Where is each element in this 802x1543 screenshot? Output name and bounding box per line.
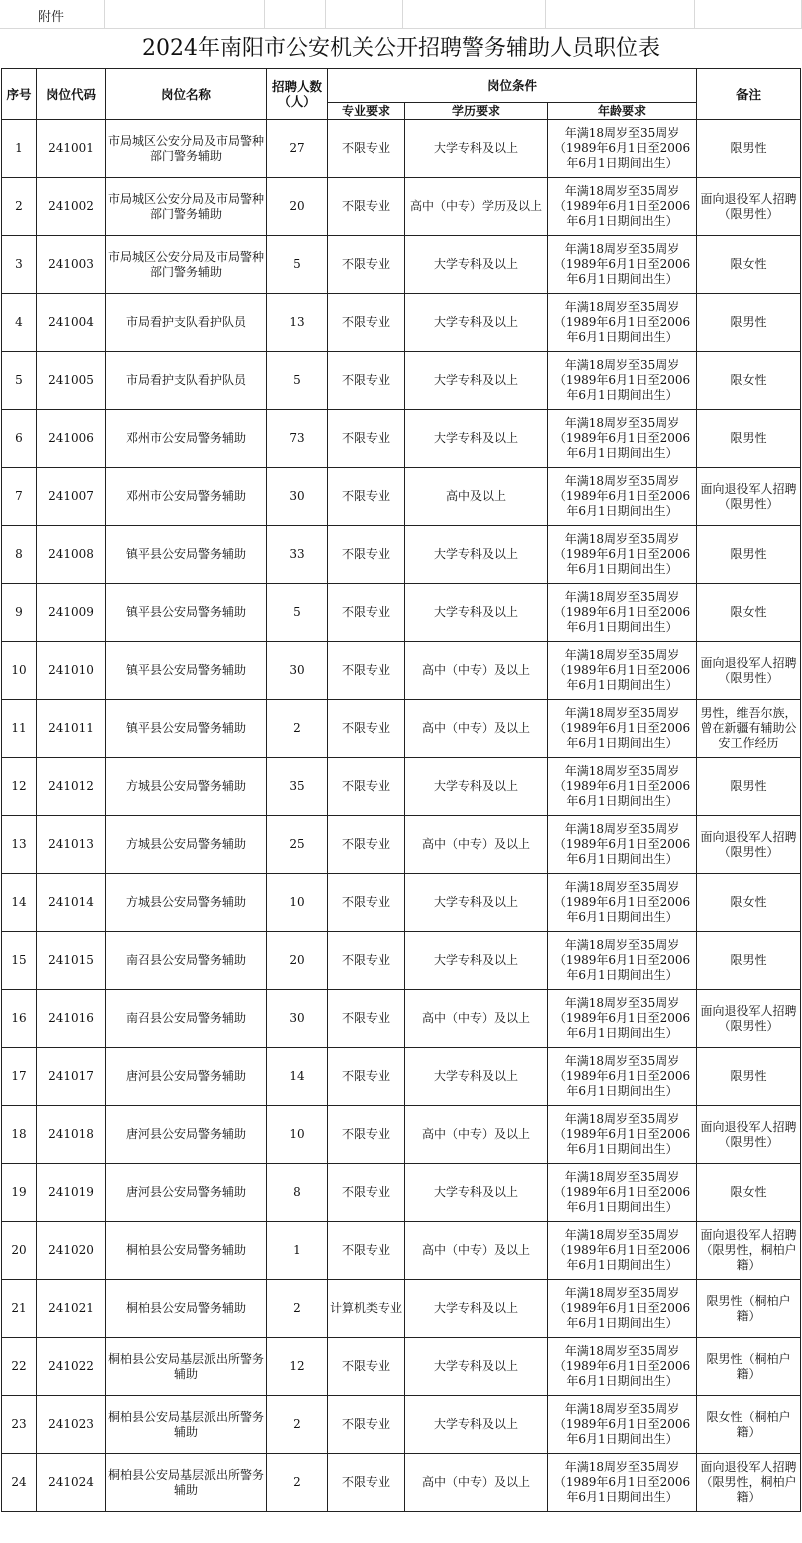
cell-note: 限男性（桐柏户籍） bbox=[697, 1280, 801, 1338]
table-row bbox=[2, 1338, 801, 1396]
cell-name: 市局看护支队看护队员 bbox=[106, 294, 267, 352]
cell-education: 高中及以上 bbox=[405, 468, 548, 526]
cell-seq: 7 bbox=[2, 468, 37, 526]
cell-major: 不限专业 bbox=[328, 874, 405, 932]
cell-code: 241016 bbox=[37, 990, 106, 1048]
cell-code: 241023 bbox=[37, 1396, 106, 1454]
cell-note: 限男性 bbox=[697, 932, 801, 990]
cell-age: 年满18周岁至35周岁（1989年6月1日至2006年6月1日期间出生） bbox=[548, 236, 697, 294]
cell-major: 不限专业 bbox=[328, 294, 405, 352]
grid-cell bbox=[695, 0, 802, 29]
cell-major: 不限专业 bbox=[328, 1454, 405, 1512]
cell-name: 方城县公安局警务辅助 bbox=[106, 816, 267, 874]
cell-name: 镇平县公安局警务辅助 bbox=[106, 584, 267, 642]
cell-major: 不限专业 bbox=[328, 1048, 405, 1106]
cell-name: 唐河县公安局警务辅助 bbox=[106, 1164, 267, 1222]
cell-code: 241007 bbox=[37, 468, 106, 526]
cell-seq: 13 bbox=[2, 816, 37, 874]
cell-name: 镇平县公安局警务辅助 bbox=[106, 526, 267, 584]
cell-age: 年满18周岁至35周岁（1989年6月1日至2006年6月1日期间出生） bbox=[548, 352, 697, 410]
cell-age: 年满18周岁至35周岁（1989年6月1日至2006年6月1日期间出生） bbox=[548, 1454, 697, 1512]
cell-seq: 1 bbox=[2, 120, 37, 178]
cell-count: 25 bbox=[267, 816, 328, 874]
cell-seq: 2 bbox=[2, 178, 37, 236]
cell-education: 大学专科及以上 bbox=[405, 1280, 548, 1338]
cell-code: 241001 bbox=[37, 120, 106, 178]
cell-name: 唐河县公安局警务辅助 bbox=[106, 1106, 267, 1164]
cell-major: 计算机类专业 bbox=[328, 1280, 405, 1338]
cell-count: 2 bbox=[267, 700, 328, 758]
table-row bbox=[2, 874, 801, 932]
grid-cell bbox=[265, 0, 326, 29]
cell-note: 面向退役军人招聘（限男性） bbox=[697, 1106, 801, 1164]
cell-seq: 12 bbox=[2, 758, 37, 816]
grid-cell bbox=[546, 0, 695, 29]
cell-education: 大学专科及以上 bbox=[405, 526, 548, 584]
table-row bbox=[2, 1454, 801, 1512]
cell-count: 30 bbox=[267, 990, 328, 1048]
cell-note: 面向退役军人招聘（限男性） bbox=[697, 642, 801, 700]
cell-age: 年满18周岁至35周岁（1989年6月1日至2006年6月1日期间出生） bbox=[548, 1222, 697, 1280]
cell-note: 限女性 bbox=[697, 236, 801, 294]
grid-cell bbox=[326, 0, 403, 29]
header-code: 岗位代码 bbox=[37, 69, 106, 120]
cell-name: 桐柏县公安局基层派出所警务辅助 bbox=[106, 1396, 267, 1454]
cell-name: 桐柏县公安局基层派出所警务辅助 bbox=[106, 1454, 267, 1512]
cell-seq: 23 bbox=[2, 1396, 37, 1454]
header-count: 招聘人数（人） bbox=[267, 69, 328, 120]
cell-note: 男性，维吾尔族，曾在新疆有辅助公安工作经历 bbox=[697, 700, 801, 758]
cell-name: 邓州市公安局警务辅助 bbox=[106, 468, 267, 526]
table-row bbox=[2, 816, 801, 874]
table-row bbox=[2, 990, 801, 1048]
cell-education: 高中（中专）及以上 bbox=[405, 642, 548, 700]
cell-count: 30 bbox=[267, 642, 328, 700]
cell-code: 241011 bbox=[37, 700, 106, 758]
cell-code: 241019 bbox=[37, 1164, 106, 1222]
cell-age: 年满18周岁至35周岁（1989年6月1日至2006年6月1日期间出生） bbox=[548, 816, 697, 874]
cell-seq: 18 bbox=[2, 1106, 37, 1164]
table-row bbox=[2, 642, 801, 700]
cell-major: 不限专业 bbox=[328, 526, 405, 584]
cell-age: 年满18周岁至35周岁（1989年6月1日至2006年6月1日期间出生） bbox=[548, 120, 697, 178]
cell-age: 年满18周岁至35周岁（1989年6月1日至2006年6月1日期间出生） bbox=[548, 584, 697, 642]
cell-count: 30 bbox=[267, 468, 328, 526]
cell-count: 2 bbox=[267, 1280, 328, 1338]
cell-education: 大学专科及以上 bbox=[405, 294, 548, 352]
cell-code: 241008 bbox=[37, 526, 106, 584]
cell-code: 241018 bbox=[37, 1106, 106, 1164]
cell-age: 年满18周岁至35周岁（1989年6月1日至2006年6月1日期间出生） bbox=[548, 932, 697, 990]
header-education: 学历要求 bbox=[405, 103, 548, 120]
cell-education: 高中（中专）学历及以上 bbox=[405, 178, 548, 236]
cell-seq: 9 bbox=[2, 584, 37, 642]
cell-age: 年满18周岁至35周岁（1989年6月1日至2006年6月1日期间出生） bbox=[548, 1106, 697, 1164]
cell-major: 不限专业 bbox=[328, 120, 405, 178]
cell-age: 年满18周岁至35周岁（1989年6月1日至2006年6月1日期间出生） bbox=[548, 1338, 697, 1396]
cell-education: 大学专科及以上 bbox=[405, 874, 548, 932]
cell-major: 不限专业 bbox=[328, 990, 405, 1048]
cell-name: 市局看护支队看护队员 bbox=[106, 352, 267, 410]
table-row bbox=[2, 294, 801, 352]
cell-seq: 14 bbox=[2, 874, 37, 932]
cell-seq: 24 bbox=[2, 1454, 37, 1512]
cell-major: 不限专业 bbox=[328, 1164, 405, 1222]
cell-seq: 21 bbox=[2, 1280, 37, 1338]
cell-education: 大学专科及以上 bbox=[405, 932, 548, 990]
cell-major: 不限专业 bbox=[328, 1338, 405, 1396]
cell-education: 大学专科及以上 bbox=[405, 120, 548, 178]
cell-age: 年满18周岁至35周岁（1989年6月1日至2006年6月1日期间出生） bbox=[548, 642, 697, 700]
cell-education: 大学专科及以上 bbox=[405, 410, 548, 468]
cell-note: 限女性 bbox=[697, 584, 801, 642]
table-row bbox=[2, 410, 801, 468]
cell-note: 面向退役军人招聘（限男性） bbox=[697, 990, 801, 1048]
cell-education: 大学专科及以上 bbox=[405, 758, 548, 816]
cell-seq: 11 bbox=[2, 700, 37, 758]
top-grid-row bbox=[0, 0, 802, 30]
cell-seq: 10 bbox=[2, 642, 37, 700]
cell-count: 2 bbox=[267, 1396, 328, 1454]
cell-age: 年满18周岁至35周岁（1989年6月1日至2006年6月1日期间出生） bbox=[548, 1048, 697, 1106]
cell-education: 高中（中专）及以上 bbox=[405, 990, 548, 1048]
table-row bbox=[2, 1106, 801, 1164]
cell-note: 限男性 bbox=[697, 294, 801, 352]
cell-name: 市局城区公安分局及市局警种部门警务辅助 bbox=[106, 120, 267, 178]
header-row bbox=[2, 69, 801, 103]
cell-code: 241009 bbox=[37, 584, 106, 642]
cell-seq: 8 bbox=[2, 526, 37, 584]
cell-major: 不限专业 bbox=[328, 584, 405, 642]
table-row bbox=[2, 526, 801, 584]
cell-education: 高中（中专）及以上 bbox=[405, 700, 548, 758]
cell-major: 不限专业 bbox=[328, 178, 405, 236]
cell-seq: 4 bbox=[2, 294, 37, 352]
cell-name: 邓州市公安局警务辅助 bbox=[106, 410, 267, 468]
cell-seq: 19 bbox=[2, 1164, 37, 1222]
cell-name: 桐柏县公安局警务辅助 bbox=[106, 1280, 267, 1338]
cell-major: 不限专业 bbox=[328, 352, 405, 410]
cell-education: 高中（中专）及以上 bbox=[405, 1106, 548, 1164]
cell-education: 高中（中专）及以上 bbox=[405, 816, 548, 874]
cell-major: 不限专业 bbox=[328, 468, 405, 526]
header-note: 备注 bbox=[697, 69, 801, 120]
table-row bbox=[2, 1280, 801, 1338]
cell-count: 20 bbox=[267, 178, 328, 236]
cell-name: 方城县公安局警务辅助 bbox=[106, 758, 267, 816]
cell-major: 不限专业 bbox=[328, 932, 405, 990]
cell-note: 限男性（桐柏户籍） bbox=[697, 1338, 801, 1396]
cell-note: 面向退役军人招聘（限男性） bbox=[697, 468, 801, 526]
cell-major: 不限专业 bbox=[328, 758, 405, 816]
cell-age: 年满18周岁至35周岁（1989年6月1日至2006年6月1日期间出生） bbox=[548, 874, 697, 932]
cell-count: 10 bbox=[267, 874, 328, 932]
cell-count: 2 bbox=[267, 1454, 328, 1512]
cell-code: 241004 bbox=[37, 294, 106, 352]
cell-code: 241017 bbox=[37, 1048, 106, 1106]
cell-code: 241003 bbox=[37, 236, 106, 294]
cell-major: 不限专业 bbox=[328, 410, 405, 468]
cell-count: 12 bbox=[267, 1338, 328, 1396]
cell-education: 大学专科及以上 bbox=[405, 1164, 548, 1222]
cell-age: 年满18周岁至35周岁（1989年6月1日至2006年6月1日期间出生） bbox=[548, 700, 697, 758]
cell-note: 限女性 bbox=[697, 352, 801, 410]
cell-note: 限女性 bbox=[697, 874, 801, 932]
cell-code: 241020 bbox=[37, 1222, 106, 1280]
cell-age: 年满18周岁至35周岁（1989年6月1日至2006年6月1日期间出生） bbox=[548, 1280, 697, 1338]
cell-major: 不限专业 bbox=[328, 1396, 405, 1454]
grid-cell bbox=[105, 0, 265, 29]
table-row bbox=[2, 1048, 801, 1106]
cell-age: 年满18周岁至35周岁（1989年6月1日至2006年6月1日期间出生） bbox=[548, 1164, 697, 1222]
cell-name: 南召县公安局警务辅助 bbox=[106, 990, 267, 1048]
cell-age: 年满18周岁至35周岁（1989年6月1日至2006年6月1日期间出生） bbox=[548, 178, 697, 236]
cell-note: 限男性 bbox=[697, 758, 801, 816]
header-name: 岗位名称 bbox=[106, 69, 267, 120]
table-row bbox=[2, 932, 801, 990]
table-row bbox=[2, 1222, 801, 1280]
positions-table bbox=[1, 68, 801, 1512]
cell-education: 大学专科及以上 bbox=[405, 236, 548, 294]
cell-education: 大学专科及以上 bbox=[405, 1396, 548, 1454]
table-row bbox=[2, 758, 801, 816]
cell-age: 年满18周岁至35周岁（1989年6月1日至2006年6月1日期间出生） bbox=[548, 526, 697, 584]
cell-age: 年满18周岁至35周岁（1989年6月1日至2006年6月1日期间出生） bbox=[548, 1396, 697, 1454]
attachment-label: 附件 bbox=[38, 10, 65, 25]
cell-education: 大学专科及以上 bbox=[405, 352, 548, 410]
table-row bbox=[2, 1164, 801, 1222]
cell-age: 年满18周岁至35周岁（1989年6月1日至2006年6月1日期间出生） bbox=[548, 468, 697, 526]
cell-code: 241024 bbox=[37, 1454, 106, 1512]
cell-age: 年满18周岁至35周岁（1989年6月1日至2006年6月1日期间出生） bbox=[548, 410, 697, 468]
table-row bbox=[2, 352, 801, 410]
cell-education: 大学专科及以上 bbox=[405, 1048, 548, 1106]
cell-count: 8 bbox=[267, 1164, 328, 1222]
cell-name: 方城县公安局警务辅助 bbox=[106, 874, 267, 932]
cell-age: 年满18周岁至35周岁（1989年6月1日至2006年6月1日期间出生） bbox=[548, 294, 697, 352]
cell-code: 241021 bbox=[37, 1280, 106, 1338]
cell-seq: 16 bbox=[2, 990, 37, 1048]
cell-note: 限男性 bbox=[697, 410, 801, 468]
cell-count: 73 bbox=[267, 410, 328, 468]
cell-major: 不限专业 bbox=[328, 816, 405, 874]
cell-count: 10 bbox=[267, 1106, 328, 1164]
cell-major: 不限专业 bbox=[328, 700, 405, 758]
cell-note: 面向退役军人招聘（限男性） bbox=[697, 816, 801, 874]
cell-note: 限男性 bbox=[697, 526, 801, 584]
table-row bbox=[2, 236, 801, 294]
cell-seq: 17 bbox=[2, 1048, 37, 1106]
cell-code: 241005 bbox=[37, 352, 106, 410]
cell-count: 33 bbox=[267, 526, 328, 584]
cell-name: 南召县公安局警务辅助 bbox=[106, 932, 267, 990]
cell-note: 限女性（桐柏户籍） bbox=[697, 1396, 801, 1454]
cell-name: 唐河县公安局警务辅助 bbox=[106, 1048, 267, 1106]
cell-name: 桐柏县公安局警务辅助 bbox=[106, 1222, 267, 1280]
cell-education: 大学专科及以上 bbox=[405, 1338, 548, 1396]
header-conditions: 岗位条件 bbox=[328, 69, 697, 103]
cell-count: 35 bbox=[267, 758, 328, 816]
cell-count: 20 bbox=[267, 932, 328, 990]
table-row bbox=[2, 468, 801, 526]
cell-name: 镇平县公安局警务辅助 bbox=[106, 700, 267, 758]
cell-note: 面向退役军人招聘（限男性） bbox=[697, 178, 801, 236]
cell-seq: 20 bbox=[2, 1222, 37, 1280]
cell-count: 5 bbox=[267, 236, 328, 294]
cell-count: 27 bbox=[267, 120, 328, 178]
header-major: 专业要求 bbox=[328, 103, 405, 120]
grid-cell bbox=[403, 0, 546, 29]
page-title: 2024年南阳市公安机关公开招聘警务辅助人员职位表 bbox=[142, 36, 660, 61]
cell-count: 5 bbox=[267, 352, 328, 410]
header-age: 年龄要求 bbox=[548, 103, 697, 120]
cell-seq: 5 bbox=[2, 352, 37, 410]
cell-count: 1 bbox=[267, 1222, 328, 1280]
cell-seq: 3 bbox=[2, 236, 37, 294]
table-row bbox=[2, 120, 801, 178]
table-row bbox=[2, 178, 801, 236]
table-row bbox=[2, 1396, 801, 1454]
cell-code: 241022 bbox=[37, 1338, 106, 1396]
cell-note: 限男性 bbox=[697, 1048, 801, 1106]
cell-code: 241013 bbox=[37, 816, 106, 874]
cell-code: 241002 bbox=[37, 178, 106, 236]
cell-name: 市局城区公安分局及市局警种部门警务辅助 bbox=[106, 236, 267, 294]
cell-age: 年满18周岁至35周岁（1989年6月1日至2006年6月1日期间出生） bbox=[548, 758, 697, 816]
cell-code: 241010 bbox=[37, 642, 106, 700]
cell-count: 5 bbox=[267, 584, 328, 642]
cell-count: 13 bbox=[267, 294, 328, 352]
table-body bbox=[2, 120, 801, 1512]
header-seq: 序号 bbox=[2, 69, 37, 120]
cell-code: 241015 bbox=[37, 932, 106, 990]
cell-seq: 6 bbox=[2, 410, 37, 468]
cell-code: 241006 bbox=[37, 410, 106, 468]
cell-note: 面向退役军人招聘（限男性，桐柏户籍） bbox=[697, 1222, 801, 1280]
cell-name: 桐柏县公安局基层派出所警务辅助 bbox=[106, 1338, 267, 1396]
table-row bbox=[2, 700, 801, 758]
cell-education: 大学专科及以上 bbox=[405, 584, 548, 642]
cell-code: 241012 bbox=[37, 758, 106, 816]
cell-note: 限女性 bbox=[697, 1164, 801, 1222]
cell-age: 年满18周岁至35周岁（1989年6月1日至2006年6月1日期间出生） bbox=[548, 990, 697, 1048]
cell-note: 限男性 bbox=[697, 120, 801, 178]
cell-code: 241014 bbox=[37, 874, 106, 932]
cell-major: 不限专业 bbox=[328, 1222, 405, 1280]
cell-education: 高中（中专）及以上 bbox=[405, 1454, 548, 1512]
cell-major: 不限专业 bbox=[328, 236, 405, 294]
cell-name: 镇平县公安局警务辅助 bbox=[106, 642, 267, 700]
cell-count: 14 bbox=[267, 1048, 328, 1106]
cell-name: 市局城区公安分局及市局警种部门警务辅助 bbox=[106, 178, 267, 236]
cell-seq: 15 bbox=[2, 932, 37, 990]
cell-education: 高中（中专）及以上 bbox=[405, 1222, 548, 1280]
cell-major: 不限专业 bbox=[328, 1106, 405, 1164]
cell-major: 不限专业 bbox=[328, 642, 405, 700]
cell-seq: 22 bbox=[2, 1338, 37, 1396]
table-row bbox=[2, 584, 801, 642]
cell-note: 面向退役军人招聘（限男性，桐柏户籍） bbox=[697, 1454, 801, 1512]
